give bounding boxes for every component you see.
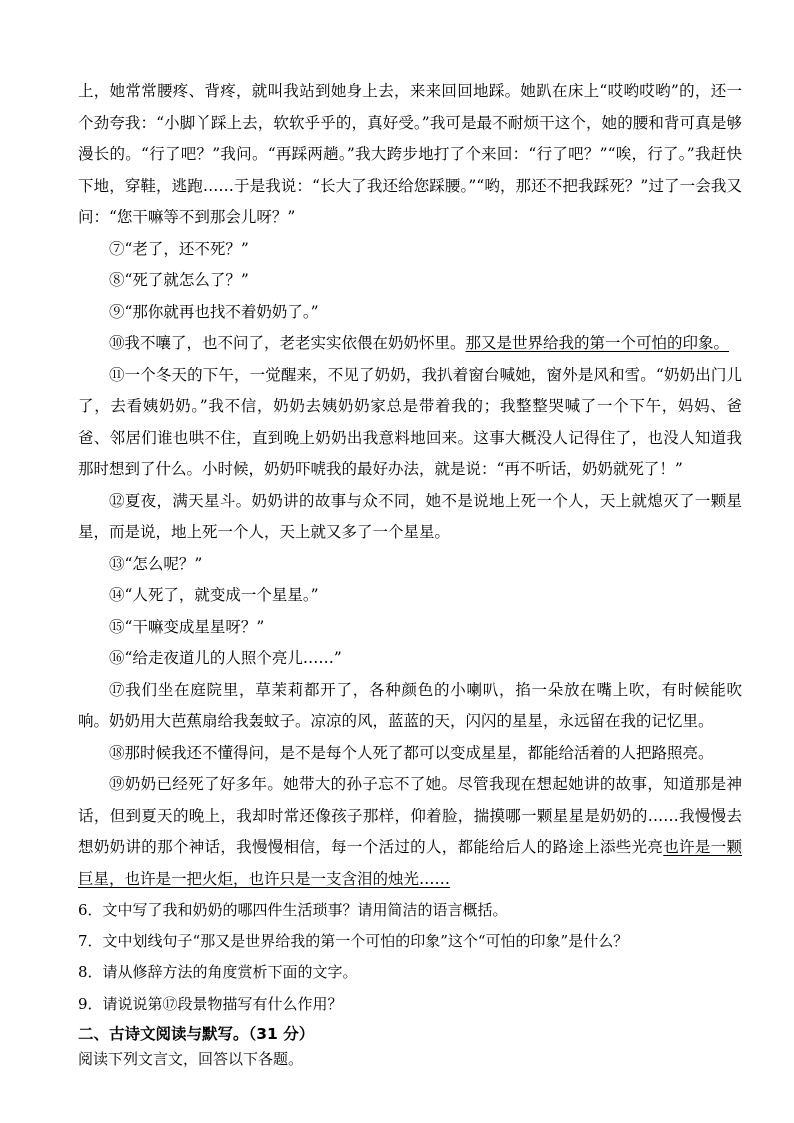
passage-paragraph-12: ⑫夏夜，满天星斗。奶奶讲的故事与众不同，她不是说地上死一个人，天上就熄灭了一颗星星，而是说，地上死一个人，天上就又多了一个星星。 — [78, 491, 742, 541]
question-6: 6．文中写了我和奶奶的哪四件生活琐事？请用简洁的语言概括。 — [78, 901, 508, 919]
document-page — [78, 76, 742, 1072]
section-2-heading: 二、古诗文阅读与默写。（31 分） — [78, 1024, 315, 1043]
passage-paragraph-19 — [78, 769, 742, 895]
passage-paragraph-7: ⑦“老了，还不死？” — [109, 239, 249, 258]
paragraph-10-text: ⑩我不嚷了，也不问了，老老实实依偎在奶奶怀里。 — [109, 334, 466, 352]
section-2-instruction: 阅读下列文言文，回答以下各题。 — [78, 1049, 304, 1068]
passage-paragraph-11: ⑪一个冬天的下午，一觉醒来，不见了奶奶，我扒着窗台喊她，窗外是风和雪。“奶奶出门儿了，去看姨奶奶。”我不信，奶奶去姨奶奶家总是带着我的；我整整哭喊了一个下午，妈妈、爸爸、邻居们谁也哄不住，直到晚上奶奶出我意料地回来。这事大概没人记得住了，也没人知道我那时想到了什么。小时候，奶奶吓唬我的最好办法，就是说：“再不听话，奶奶就死了！” — [78, 365, 742, 478]
passage-paragraph-14: ⑭“人死了，就变成一个星星。” — [109, 586, 319, 604]
passage-paragraph-15: ⑮“干嘛变成星星呀？” — [109, 617, 265, 636]
passage-paragraph-16: ⑯“给走夜道儿的人照个亮儿……” — [109, 649, 342, 667]
question-8: 8．请从修辞方法的角度赏析下面的文字。 — [78, 963, 358, 982]
passage-paragraph-18: ⑱那时候我还不懂得问，是不是每个人死了都可以变成星星，都能给活着的人把路照亮。 — [109, 743, 714, 762]
paragraph-19-text: ⑲奶奶已经死了好多年。她带大的孙子忘不了她。尽管我现在想起她讲的故事，知道那是神话，但到夏天的晚上，我却时常还像孩子那样，仰着脸，揣摸哪一颗星星是奶奶的……我慢慢去想奶奶讲的那个神话，我慢慢相信，每一个活过的人，都能给后人的路途上添些光亮 — [78, 775, 742, 856]
question-9: 9．请说说第⑰段景物描写有什么作用？ — [78, 994, 343, 1013]
passage-paragraph-17: ⑰我们坐在庭院里，草茉莉都开了，各种颜色的小喇叭，掐一朵放在嘴上吹，有时候能吹响。奶奶用大芭蕉扇给我轰蚊子。凉凉的风，蓝蓝的天，闪闪的星星，永远留在我的记忆里。 — [78, 680, 742, 730]
passage-paragraph-13: ⑬“怎么呢？” — [109, 554, 203, 573]
passage-paragraph-8: ⑧“死了就怎么了？” — [109, 271, 249, 289]
question-7: 7．文中划线句子“那又是世界给我的第一个可怕的印象”这个“可怕的印象”是什么？ — [78, 932, 629, 951]
passage-paragraph-continuation: 上，她常常腰疼、背疼，就叫我站到她身上去，来来回回地踩。她趴在床上“哎哟哎哟”的，还一个劲夸我：“小脚丫踩上去，软软乎乎的，真好受。”我可是最不耐烦干这个，她的腰和背可真是够漫长的。“行了吧？”我问。“再踩两趟。”我大跨步地打了个来回：“行了吧？”“唉，行了。”我赶快下地，穿鞋，逃跑……于是我说：“长大了我还给您踩腰。”“哟，那还不把我踩死？”过了一会我又问：“您干嘛等不到那会儿呀？” — [78, 82, 742, 226]
underlined-sentence-scary-impression: 那又是世界给我的第一个可怕的印象。 — [465, 334, 730, 352]
underlined-sentence-star-torch-candle: 也许是一颗巨星，也许是一把火炬，也许只是一支含泪的烛光…… — [78, 838, 742, 888]
passage-paragraph-10 — [78, 328, 742, 360]
passage-paragraph-9: ⑨“那你就再也找不着奶奶了。” — [109, 302, 319, 321]
